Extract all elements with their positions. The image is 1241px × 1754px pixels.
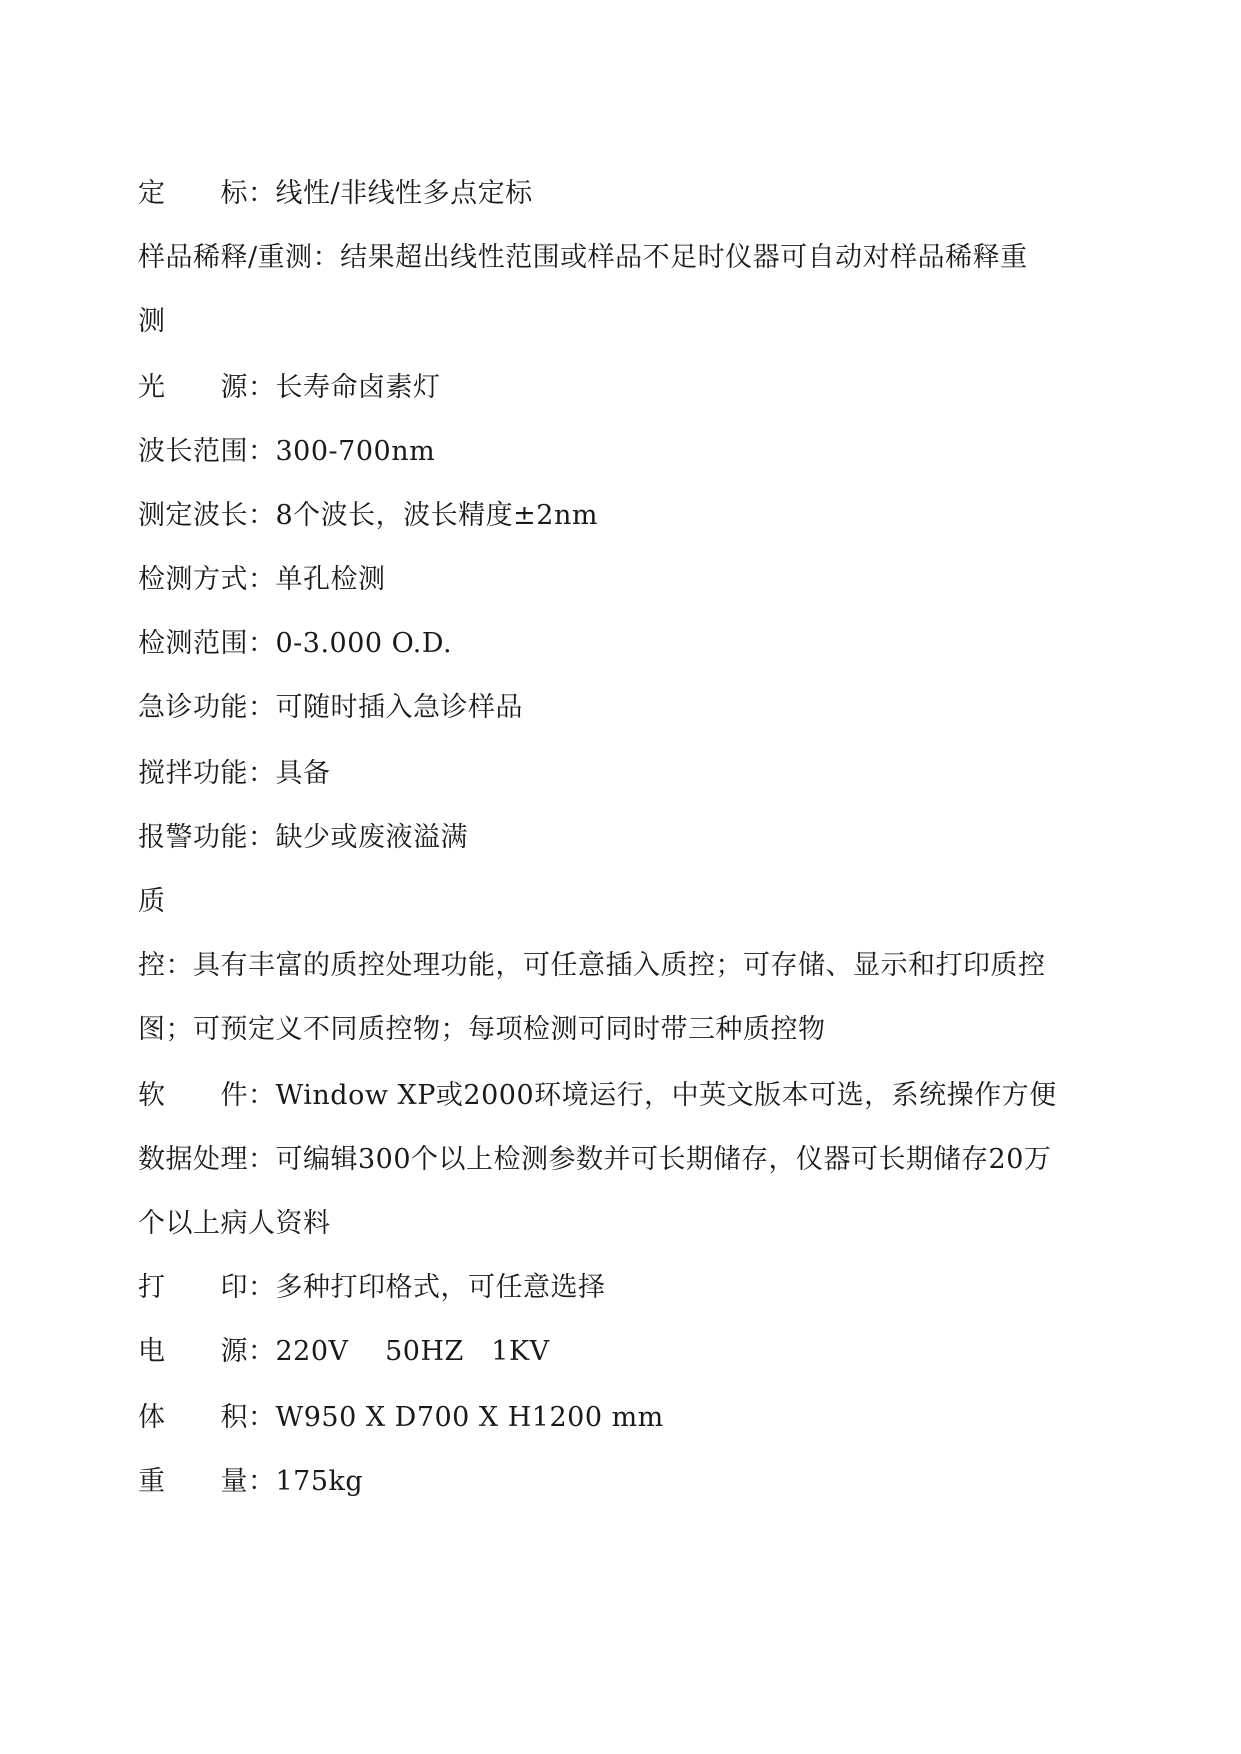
spec-quality-control-label: 质	[138, 886, 166, 917]
spec-detection-mode: 检测方式：单孔检测	[138, 564, 386, 595]
spec-sample-dilution: 样品稀释/重测：结果超出线性范围或样品不足时仪器可自动对样品稀释重	[138, 242, 1028, 273]
spec-data-processing: 数据处理：可编辑300个以上检测参数并可长期储存，仪器可长期储存20万	[138, 1144, 1052, 1175]
spec-power: 电 源：220V 50HZ 1KV	[138, 1336, 550, 1367]
spec-data-processing-cont: 个以上病人资料	[138, 1208, 331, 1239]
spec-emergency: 急诊功能：可随时插入急诊样品	[138, 692, 523, 723]
spec-calibration: 定 标：线性/非线性多点定标	[138, 178, 533, 209]
spec-quality-control-cont: 图；可预定义不同质控物；每项检测可同时带三种质控物	[138, 1014, 826, 1045]
spec-measure-wavelength: 测定波长：8个波长，波长精度±2nm	[138, 500, 598, 531]
spec-software: 软 件：Window XP或2000环境运行，中英文版本可选，系统操作方便	[138, 1080, 1057, 1111]
spec-alarm: 报警功能：缺少或废液溢满	[138, 822, 468, 853]
spec-printing: 打 印：多种打印格式，可任意选择	[138, 1272, 606, 1303]
spec-detection-range: 检测范围：0-3.000 O.D.	[138, 628, 453, 659]
spec-volume: 体 积：W950 X D700 X H1200 mm	[138, 1402, 664, 1433]
spec-light-source: 光 源：长寿命卤素灯	[138, 372, 441, 403]
spec-stirring: 搅拌功能：具备	[138, 758, 331, 789]
spec-quality-control: 控：具有丰富的质控处理功能，可任意插入质控；可存储、显示和打印质控	[138, 950, 1046, 981]
spec-weight: 重 量：175kg	[138, 1466, 364, 1497]
spec-wavelength-range: 波长范围：300-700nm	[138, 436, 436, 467]
spec-sample-dilution-cont: 测	[138, 306, 166, 337]
